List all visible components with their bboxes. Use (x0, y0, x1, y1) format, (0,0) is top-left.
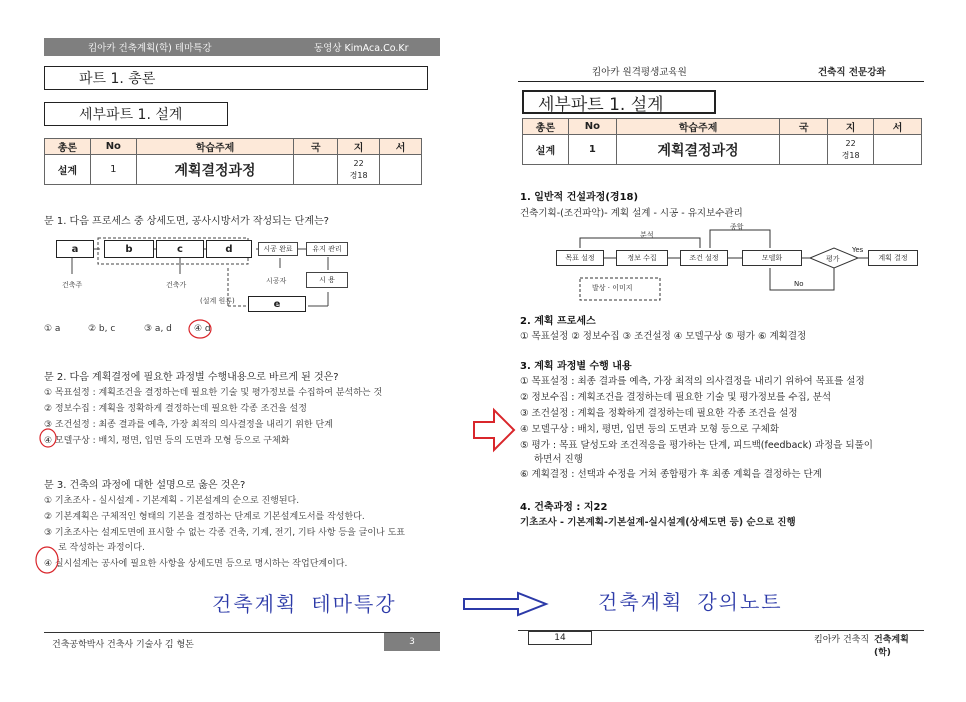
r-td-national-empty (780, 135, 828, 165)
r-th-national: 국 (780, 119, 828, 135)
flow-label-no: No (794, 280, 804, 288)
q3-option-3-cont: 로 작성하는 과정이다. (58, 543, 145, 553)
td-seoul-empty (380, 155, 422, 185)
q1-answer-circle (186, 316, 216, 342)
td-no: 1 (90, 155, 136, 185)
s1-title: 1. 일반적 건설과정(경18) (520, 192, 639, 203)
q1-option-3: ③ a, d (144, 324, 172, 334)
left-handwritten-title: 건축계획 테마특강 (212, 592, 397, 616)
q2-option-4: ④ 모델구상 : 배치, 평면, 입면 등의 도면과 모형 등으로 구체화 (44, 436, 290, 446)
right-footer-prefix: 킴아카 건축직 (814, 635, 870, 645)
s3-item-5: ⑤ 평가 : 목표 달성도와 조건적응을 평가하는 단계, 피드백(feedback) 과정을 되풀이 (520, 440, 873, 451)
flow-node-decision: 계획 결정 (868, 250, 918, 266)
s2-text: ① 목표설정 ② 정보수집 ③ 조건설정 ④ 모델구상 ⑤ 평가 ⑥ 계획결정 (520, 331, 807, 342)
q1-small-complete: 시공 완료 (258, 242, 298, 256)
r-th-category: 총론 (523, 119, 569, 135)
r-th-local: 지 (828, 119, 874, 135)
s3-item-1: ① 목표설정 : 최종 결과를 예측, 가장 최적의 의사결정을 내리기 위하여 목표를 설정 (520, 376, 865, 387)
r-th-no: No (568, 119, 616, 135)
right-handwritten-title: 건축계획 강의노트 (598, 590, 783, 614)
q2-option-3: ③ 조건설정 : 최종 결과를 예측, 가장 최적의 의사결정을 내리기 위한 단계 (44, 420, 333, 430)
flow-node-model: 모델화 (742, 250, 802, 266)
red-arrow-icon (470, 404, 518, 456)
r-td-local (828, 135, 874, 165)
q1-option-1: ① a (44, 324, 61, 334)
q1-option-2: ② b, c (88, 324, 116, 334)
r-td-no: 1 (568, 135, 616, 165)
q1-label-owner: 건축주 (62, 281, 83, 289)
right-subpart-title (522, 90, 716, 114)
q1-label-contractor: 시공자 (266, 277, 287, 285)
s1-text: 건축기획-(조건파악)- 계획 설계 - 시공 - 유지보수관리 (520, 208, 743, 219)
q3-question: 문 3. 건축의 과정에 대한 설명으로 옳은 것은? (44, 480, 246, 491)
left-subpart-title (44, 102, 228, 126)
q1-label-architect: 건축가 (166, 281, 187, 289)
right-header-left: 킴아카 원격평생교육원 (592, 67, 687, 78)
q2-option-2: ② 정보수집 : 계획을 정확하게 결정하는데 필요한 각종 조건을 설정 (44, 404, 307, 414)
left-page-header (44, 38, 440, 56)
q2-answer-circle (36, 426, 58, 450)
blue-arrow-icon (460, 590, 550, 618)
q3-option-4: ④ 실시설계는 공사에 필요한 사항을 상세도면 등으로 명시하는 작업단계이다. (44, 559, 348, 569)
th-topic: 학습주제 (136, 139, 294, 155)
td-category: 설계 (45, 155, 91, 185)
q1-box-a: a (56, 240, 94, 258)
left-page-footer (44, 632, 440, 652)
q3-option-3: ③ 기초조사는 설계도면에 표시할 수 없는 각종 건축, 기계, 전기, 기타 사항 등을 글이나 도표 (44, 528, 405, 538)
s3-title: 3. 계획 과정별 수행 내용 (520, 361, 632, 372)
subpart-title-text: 세부파트 1. 설계 (79, 107, 183, 123)
q1-small-maintain: 유지 관리 (306, 242, 348, 256)
flow-node-eval: 평가 (826, 255, 840, 263)
right-subpart-title-text: 세부파트 1. 설계 (538, 94, 664, 115)
th-local: 지 (338, 139, 380, 155)
q2-question: 문 2. 다음 계획결정에 필요한 과정별 수행내용으로 바르게 된 것은? (44, 372, 339, 383)
q1-box-b: b (104, 240, 154, 258)
s4-title: 4. 건축과정 : 지22 (520, 502, 608, 513)
flow-diagram-lines (520, 226, 940, 316)
q2-option-1: ① 목표설정 : 계획조건을 결정하는데 필요한 기술 및 평가정보를 수집하여 분석하는 것 (44, 388, 383, 398)
right-page-footer (518, 630, 924, 658)
r-td-exam-code: 경18 (841, 150, 860, 160)
left-topic-table (44, 138, 422, 185)
th-no: No (90, 139, 136, 155)
r-th-topic: 학습주제 (616, 119, 780, 135)
left-header-title: 킴아카 건축계획(학) 테마특강 (88, 43, 212, 54)
q3-option-2: ② 기본계획은 구체적인 형태의 기본을 결정하는 단계로 기본설계도서를 작성한다. (44, 512, 365, 522)
right-footer-bold: 건축계획(학) (874, 635, 909, 658)
right-page-header (518, 60, 924, 82)
left-part-title (44, 66, 428, 90)
left-footer-author: 건축공학박사 건축사 기술사 김 형돈 (52, 640, 194, 650)
th-category: 총론 (45, 139, 91, 155)
s3-item-4: ④ 모델구상 : 배치, 평면, 입면 등의 도면과 모형 등으로 구체화 (520, 424, 780, 435)
s3-item-3: ③ 조건설정 : 계획을 정확하게 결정하는데 필요한 각종 조건을 설정 (520, 408, 798, 419)
q1-box-c: c (156, 240, 204, 258)
q1-question: 문 1. 다음 프로세스 중 상세도면, 공사시방서가 작성되는 단계는? (44, 216, 329, 227)
r-td-topic: 계획결정과정 (616, 135, 780, 165)
left-footer-page: 3 (384, 633, 440, 651)
q1-box-e: e (248, 296, 306, 312)
part-title-text: 파트 1. 총론 (79, 71, 156, 87)
flow-label-analysis: 분석 (640, 231, 654, 239)
q1-small-use: 시 용 (306, 272, 348, 288)
flow-label-idea: 발상 · 이미지 (592, 284, 633, 292)
right-topic-table (522, 118, 922, 165)
th-seoul: 서 (380, 139, 422, 155)
flow-node-info: 정보 수집 (616, 250, 668, 266)
td-local (338, 155, 380, 185)
td-exam-code: 경18 (349, 170, 368, 180)
q1-option-4: ④ d (194, 324, 211, 334)
r-td-seoul-empty (874, 135, 922, 165)
left-header-source: 동영상 KimAca.Co.Kr (314, 43, 409, 54)
r-td-exam-year: 22 (845, 138, 856, 148)
s2-title: 2. 계획 프로세스 (520, 316, 596, 327)
right-footer-page: 14 (528, 631, 592, 645)
td-topic: 계획결정과정 (136, 155, 294, 185)
q3-option-1: ① 기초조사 - 실시설계 - 기본계획 - 기본설계의 순으로 진행된다. (44, 496, 300, 506)
s3-item-6: ⑥ 계획결정 : 선택과 수정을 거쳐 종합평가 후 최종 계획을 결정하는 단계 (520, 469, 822, 480)
q1-label-feedback: (설계 원류) (200, 297, 235, 305)
flow-label-yes: Yes (852, 246, 864, 254)
q1-box-d: d (206, 240, 252, 258)
s4-text: 기초조사 - 기본계획-기본설계-실시설계(상세도면 등) 순으로 진행 (520, 517, 796, 528)
flow-node-goal: 목표 설정 (556, 250, 604, 266)
s3-item-5-cont: 하면서 진행 (534, 454, 583, 465)
q3-answer-circle (32, 542, 62, 576)
td-national-empty (294, 155, 338, 185)
flow-node-condition: 조건 설정 (680, 250, 728, 266)
r-th-seoul: 서 (874, 119, 922, 135)
td-exam-year: 22 (353, 158, 364, 168)
r-td-category: 설계 (523, 135, 569, 165)
th-national: 국 (294, 139, 338, 155)
right-header-right: 건축직 전문강좌 (818, 67, 886, 78)
flow-label-synthesis: 종합 (730, 223, 744, 231)
s3-item-2: ② 정보수집 : 계획조건을 결정하는데 필요한 기술 및 평가정보를 수집, 분석 (520, 392, 832, 403)
